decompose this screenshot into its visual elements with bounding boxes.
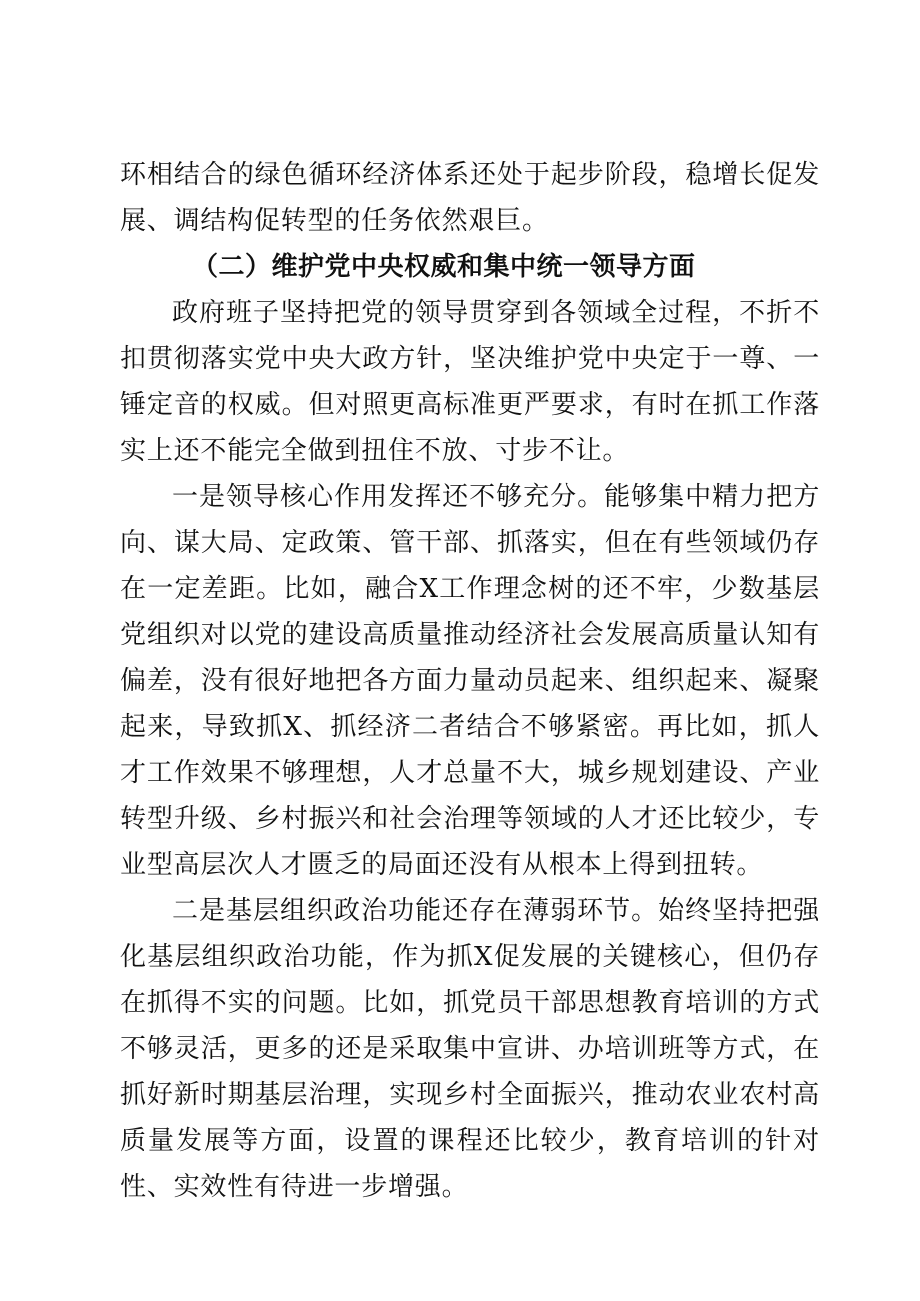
paragraph-point-two: 二是基层组织政治功能还存在薄弱环节。始终坚持把强化基层组织政治功能，作为抓X促发展的关键核心，但仍存在抓得不实的问题。比如，抓党员干部思想教育培训的方式不够灵活，更多的还是采取集中宣讲、办培训班等方式，在抓好新时期基层治理，实现乡村全面振兴，推动农业农村高质量发展等方面，设置的课程还比较少，教育培训的针对性、实效性有待进一步增强。 — [120, 896, 820, 1202]
paragraph-continuation: 环相结合的绿色循环经济体系还处于起步阶段，稳增长促发展、调结构促转型的任务依然艰巨。 — [120, 160, 820, 236]
paragraph-point-one: 一是领导核心作用发挥还不够充分。能够集中精力把方向、谋大局、定政策、管干部、抓落实，但在有些领域仍存在一定差距。比如，融合X工作理念树的还不牢，少数基层党组织对以党的建设高质量推动经济社会发展高质量认知有偏差，没有很好地把各方面力量动员起来、组织起来、凝聚起来，导致抓X、抓经济二者结合不够紧密。再比如，抓人才工作效果不够理想，人才总量不大，城乡规划建设、产业转型升级、乡村振兴和社会治理等领域的人才还比较少，专业型高层次人才匮乏的局面还没有从根本上得到扭转。 — [120, 482, 820, 880]
paragraph-intro: 政府班子坚持把党的领导贯穿到各领域全过程，不折不扣贯彻落实党中央大政方针，坚决维护党中央定于一尊、一锤定音的权威。但对照更高标准更严要求，有时在抓工作落实上还不能完全做到扭住不放、寸步不让。 — [120, 298, 820, 466]
document-body — [120, 152, 820, 1210]
section-heading: （二）维护党中央权威和集中统一领导方面 — [192, 252, 696, 282]
